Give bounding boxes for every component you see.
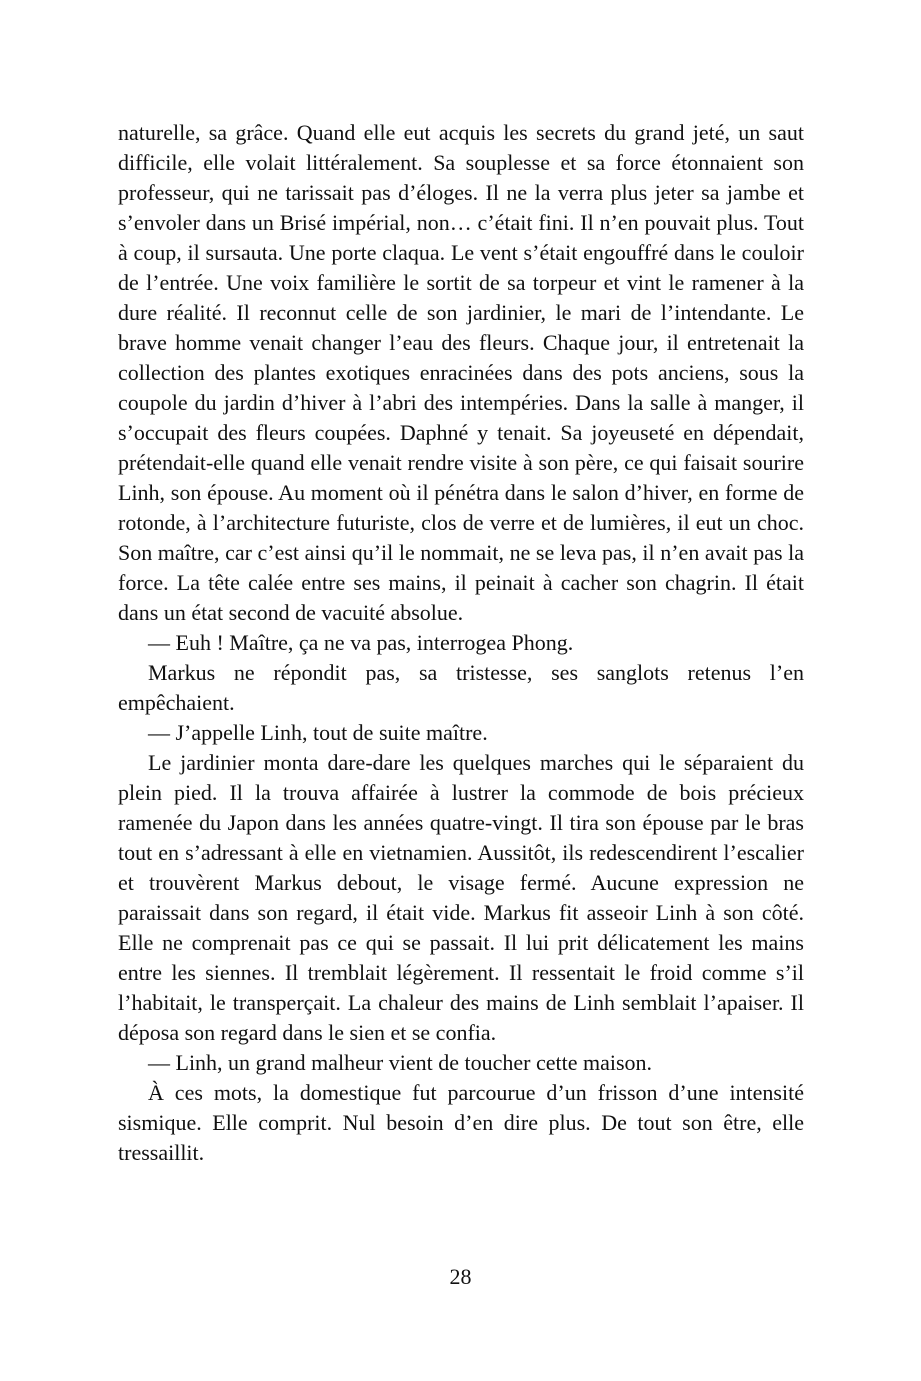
paragraph: Le jardinier monta dare-dare les quelques marches qui le séparaient du plein pied. Il la trouva affairée à lustrer la commode de bois précieux ramenée du Japon dans les années quatre-vingt. Il tira son épouse par le bras tout en s’adressant à elle en vietnamien. Aussitôt, ils redescendirent l’escalier et trouvèrent Markus debout, le visage fermé. Aucune expression ne paraissait dans son regard, il était vide. Markus fit asseoir Linh à son côté. Elle ne comprenait pas ce qui se passait. Il lui prit délicatement les mains entre les siennes. Il tremblait légèrement. Il ressentait le froid comme s’il l’habitait, le transperçait. La chaleur des mains de Linh semblait l’apaiser. Il déposa son regard dans le sien et se confia.: [118, 750, 804, 1045]
dialogue-line: — Linh, un grand malheur vient de toucher cette maison.: [148, 1050, 653, 1075]
paragraph: Markus ne répondit pas, sa tristesse, ses sanglots retenus l’en empêchaient.: [118, 660, 804, 715]
dialogue-line: — Euh ! Maître, ça ne va pas, interrogea Phong.: [148, 630, 574, 655]
dialogue-line: — J’appelle Linh, tout de suite maître.: [148, 720, 488, 745]
page-number: 28: [449, 1264, 472, 1289]
paragraph: À ces mots, la domestique fut parcourue d’un frisson d’une intensité sismique. Elle comprit. Nul besoin d’en dire plus. De tout son être, elle tressaillit.: [118, 1080, 804, 1165]
paragraph-continuation: naturelle, sa grâce. Quand elle eut acquis les secrets du grand jeté, un saut difficile, elle volait littéralement. Sa souplesse et sa force étonnaient son professeur, qui ne tarissait pas d’éloges. Il ne la verra plus jeter sa jambe et s’envoler dans un Brisé impérial, non… c’était fini. Il n’en pouvait plus. Tout à coup, il sursauta. Une porte claqua. Le vent s’était engouffré dans le couloir de l’entrée. Une voix familière le sortit de sa torpeur et vint le ramener à la dure réalité. Il reconnut celle de son jardinier, le mari de l’intendante. Le brave homme venait changer l’eau des fleurs. Chaque jour, il entretenait la collection des plantes exotiques enracinées dans des pots anciens, sous la coupole du jardin d’hiver à l’abri des intempéries. Dans la salle à manger, il s’occupait des fleurs coupées. Daphné y tenait. Sa joyeuseté en dépendait, prétendait-elle quand elle venait rendre visite à son père, ce qui faisait sourire Linh, son épouse. Au moment où il pénétra dans le salon d’hiver, en forme de rotonde, à l’architecture futuriste, clos de verre et de lumières, il eut un choc. Son maître, car c’est ainsi qu’il le nommait, ne se leva pas, il n’en avait pas la force. La tête calée entre ses mains, il peinait à cacher son chagrin. Il était dans un état second de vacuité absolue.: [118, 120, 804, 625]
body-text: [118, 118, 804, 1168]
